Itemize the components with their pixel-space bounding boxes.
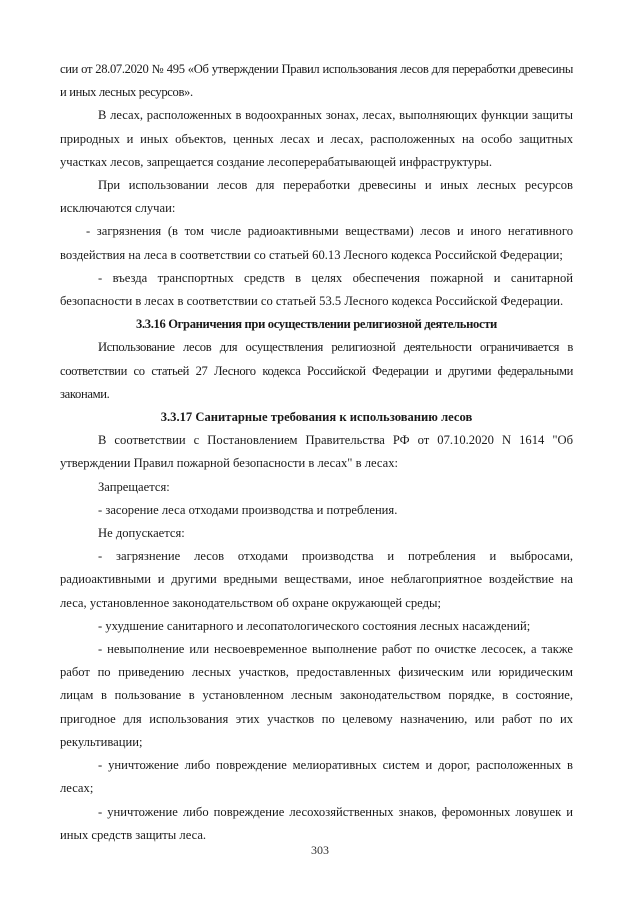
- label-not-allowed: Не допускается:: [98, 526, 185, 541]
- document-page: [60, 58, 573, 847]
- paragraph-religious-activity: Использование лесов для осуществления религиозной деятельности ограничивается в соответствии со статьей 27 Лесного кодекса Российской Федерации и другими федеральными законами.: [60, 340, 573, 401]
- page-number: 303: [311, 843, 329, 857]
- list-item-non-performance: - невыполнение или несвоевременное выполнение работ по очистке лесосек, а также работ по приведению лесных участков, предоставленных физическим или юридическим лицам в пользование в установленном лесным законодательством порядке, в состояние, пригодное для использования этих участков по целевому назначению, или работ по их рекультивации;: [60, 642, 573, 749]
- list-item-pollution: - загрязнения (в том числе радиоактивными веществами) лесов и иного негативного воздействия на леса в соответствии со статьей 60.13 Лесного кодекса Российской Федерации;: [60, 224, 573, 262]
- list-item-vehicle-entry: - въезда транспортных средств в целях обеспечения пожарной и санитарной безопасности в лесах в соответствии со статьей 53.5 Лесного кодекса Российской Федерации.: [60, 270, 573, 309]
- paragraph-water-protection-zones: В лесах, расположенных в водоохранных зонах, лесах, выполняющих функции защиты природных и иных объектов, ценных лесах и лесах, расположенных на особо защитных участках лесов, запрещается создание лесоперерабатывающей инфраструктуры.: [60, 108, 573, 169]
- section-heading-religious-activity: 3.3.16 Ограничения при осуществлении религиозной деятельности: [136, 317, 497, 332]
- list-item-forestry-signs: - уничтожение либо повреждение лесохозяйственных знаков, феромонных ловушек и иных средств защиты леса.: [60, 804, 573, 842]
- list-item-reclamation-systems: - уничтожение либо повреждение мелиоративных систем и дорог, расположенных в лесах;: [60, 758, 573, 796]
- list-item-littering: - засорение леса отходами производства и потребления.: [98, 502, 398, 517]
- paragraph-excluded-cases-intro: При использовании лесов для переработки древесины и иных лесных ресурсов исключаются случаи:: [60, 178, 573, 216]
- paragraph-continuation: сии от 28.07.2020 № 495 «Об утверждении Правил использования лесов для переработки древесины и иных лесных ресурсов».: [60, 62, 573, 100]
- list-item-contamination: - загрязнение лесов отходами производства и потребления и выбросами, радиоактивными и другими вредными веществами, иное неблагоприятное воздействие на леса, установленное законодательством об охране окружающей среды;: [60, 549, 573, 610]
- list-item-sanitary-deterioration: - ухудшение санитарного и лесопатологического состояния лесных насаждений;: [98, 618, 531, 633]
- label-prohibited: Запрещается:: [98, 479, 170, 494]
- paragraph-fire-safety-decree: В соответствии с Постановлением Правительства РФ от 07.10.2020 N 1614 "Об утверждении Правил пожарной безопасности в лесах" в лесах:: [60, 433, 573, 471]
- section-heading-sanitary-requirements: 3.3.17 Санитарные требования к использованию лесов: [160, 410, 473, 425]
